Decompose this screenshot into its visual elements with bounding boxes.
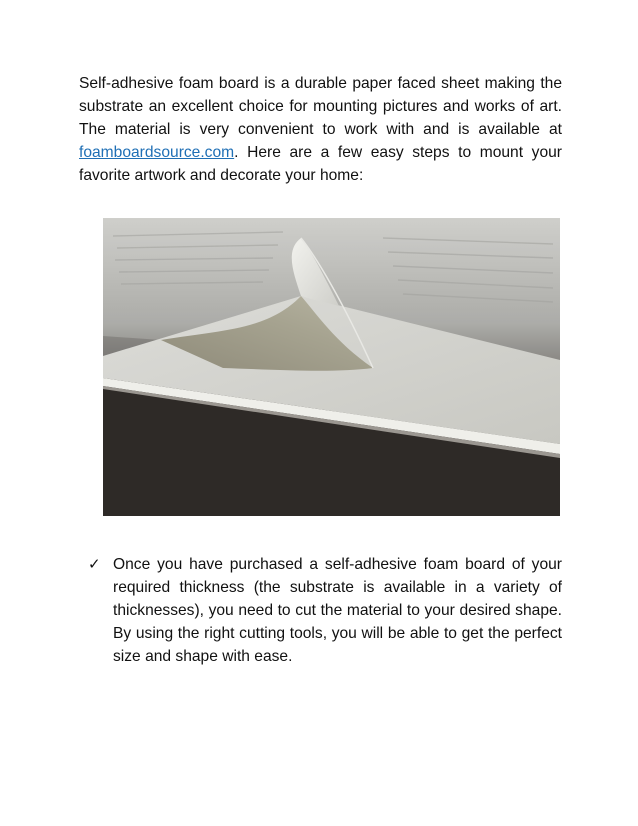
list-item <box>88 553 562 668</box>
check-mark-icon: ✓ <box>88 555 101 573</box>
intro-paragraph <box>79 72 562 187</box>
step-text: Once you have purchased a self-adhesive foam board of your required thickness (the substrate is available in a variety of thicknesses), you need to cut the material to your desired shape. By using the right cutting tools, you will be able to get the perfect size and shape with ease. <box>113 556 562 665</box>
intro-text-before-link: Self-adhesive foam board is a durable paper faced sheet making the substrate an excellent choice for mounting pictures and works of art. The material is very convenient to work with and is available at <box>79 75 562 138</box>
intro-text-after-link: . Here are a few easy steps to mount your favorite artwork and decorate your home: <box>79 144 562 184</box>
foamboardsource-link[interactable]: foamboardsource.com <box>79 144 235 161</box>
foam-board-photo <box>103 218 560 516</box>
steps-list <box>88 553 562 668</box>
